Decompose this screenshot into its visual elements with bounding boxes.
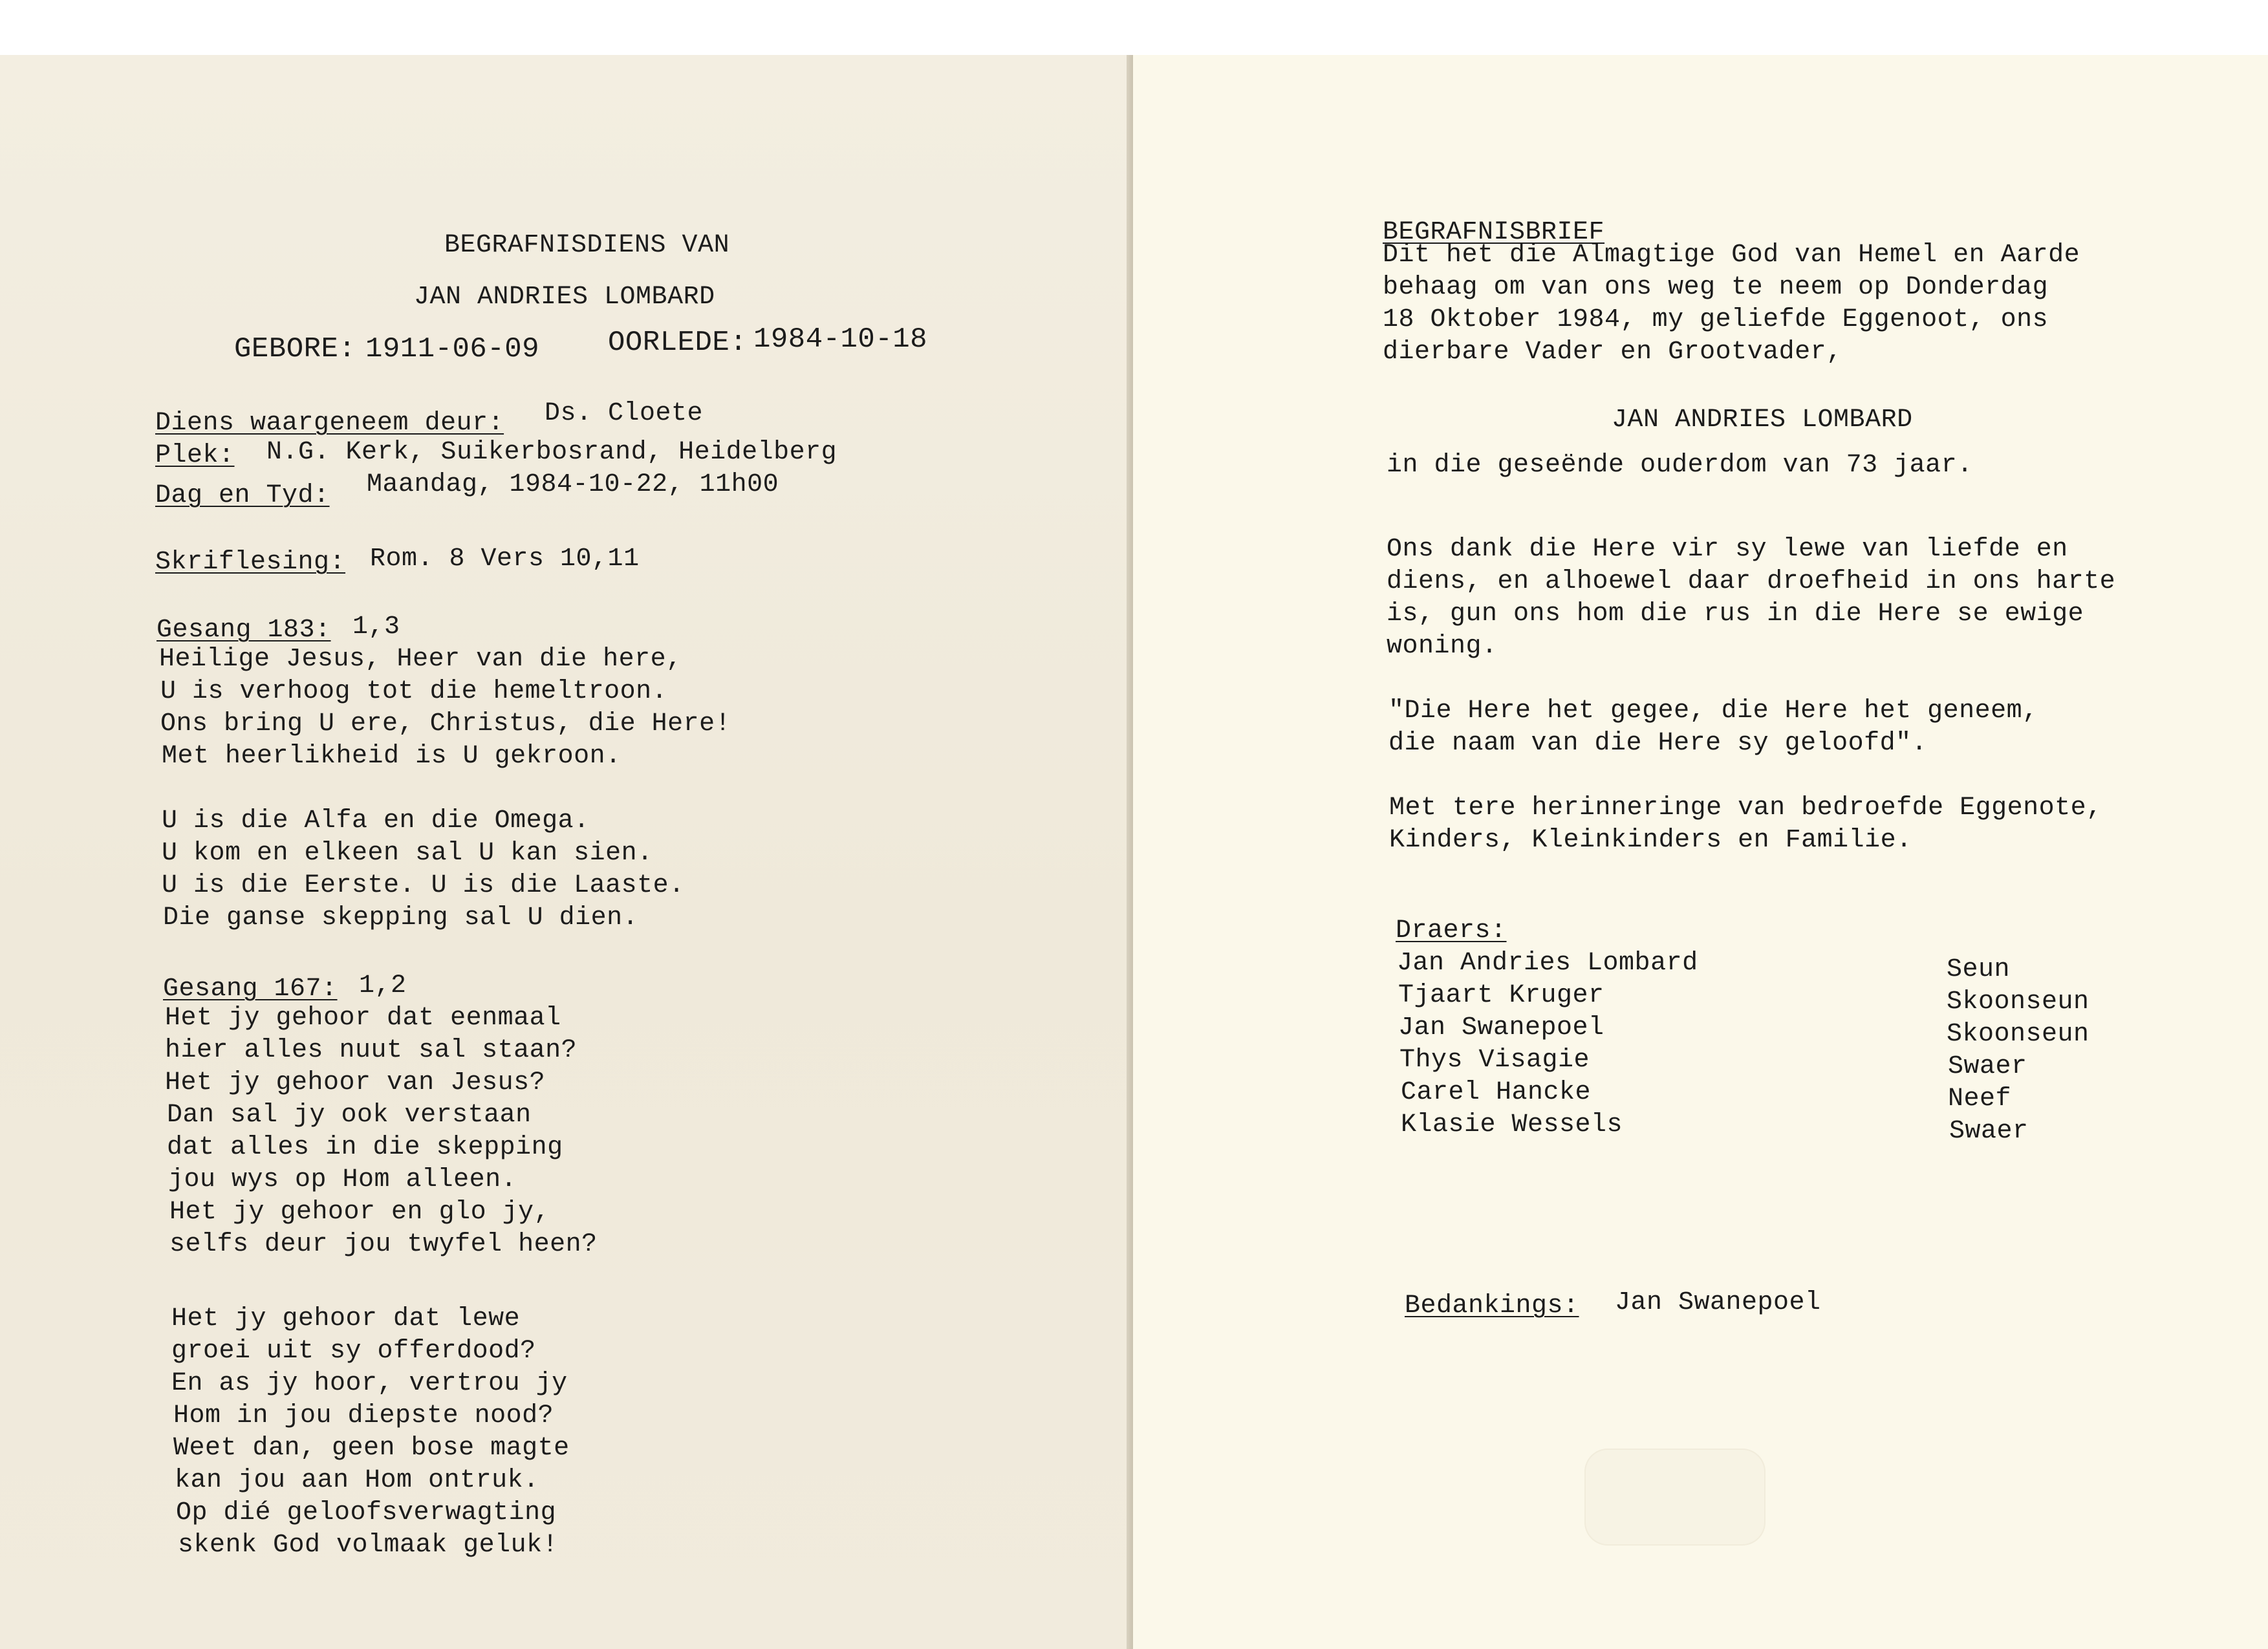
hymn2-line: selfs deur jou twyfel heen? bbox=[169, 1230, 598, 1259]
deceased-name-letter: JAN ANDRIES LOMBARD bbox=[1612, 405, 1913, 435]
bearer-name: Tjaart Kruger bbox=[1398, 981, 1604, 1010]
bearers-label: Draers: bbox=[1396, 916, 1507, 945]
hymn1-label: Gesang 183: bbox=[157, 616, 331, 645]
hymn1-line: Heilige Jesus, Heer van die here, bbox=[159, 645, 682, 674]
reading-value: Rom. 8 Vers 10,11 bbox=[370, 544, 640, 574]
reading-label: Skriflesing: bbox=[155, 548, 346, 577]
bearer-name: Jan Andries Lombard bbox=[1397, 949, 1698, 978]
intro-line: dierbare Vader en Grootvader, bbox=[1383, 338, 1842, 367]
hymn2-line: Weet dan, geen bose magte bbox=[173, 1434, 570, 1463]
hymn1-line: Met heerlikheid is U gekroon. bbox=[162, 742, 621, 771]
hymn1-line: U is die Eerste. U is die Laaste. bbox=[162, 871, 685, 900]
quote-line: "Die Here het gegee, die Here het geneem, bbox=[1388, 696, 2038, 726]
thanks-line: woning. bbox=[1387, 632, 1498, 661]
bearer-name: Thys Visagie bbox=[1399, 1046, 1590, 1075]
bearer-relation: Skoonseun bbox=[1947, 987, 2090, 1017]
place-label: Plek: bbox=[155, 441, 235, 470]
bearer-name: Jan Swanepoel bbox=[1398, 1013, 1604, 1042]
quote-line: die naam van die Here sy geloofd". bbox=[1388, 729, 1928, 758]
hymn2-line: jou wys op Hom alleen. bbox=[168, 1165, 517, 1194]
hymn2-line: Het jy gehoor van Jesus? bbox=[165, 1068, 546, 1097]
hymn2-line: Het jy gehoor dat lewe bbox=[171, 1304, 521, 1333]
hymn2-label: Gesang 167: bbox=[163, 975, 338, 1004]
memory-line: Kinders, Kleinkinders en Familie. bbox=[1389, 826, 1912, 855]
hymn1-verses: 1,3 bbox=[352, 612, 400, 641]
hymn1-line: U is die Alfa en die Omega. bbox=[162, 806, 590, 835]
hymn1-line: U is verhoog tot die hemeltroon. bbox=[160, 677, 668, 706]
hymn2-line: Op dié geloofsverwagting bbox=[176, 1498, 557, 1527]
born-label: GEBORE: bbox=[234, 333, 356, 365]
datetime-value: Maandag, 1984-10-22, 11h00 bbox=[367, 470, 779, 499]
faint-stamp bbox=[1584, 1449, 1766, 1546]
hymn1-line: Ons bring U ere, Christus, die Here! bbox=[160, 709, 731, 738]
hymn1-line: U kom en elkeen sal U kan sien. bbox=[162, 839, 653, 868]
hymn2-line: kan jou aan Hom ontruk. bbox=[175, 1466, 539, 1495]
hymn2-line: Dan sal jy ook verstaan bbox=[167, 1101, 532, 1130]
hymn2-line: Het jy gehoor dat eenmaal bbox=[165, 1004, 561, 1033]
bearer-name: Klasie Wessels bbox=[1401, 1110, 1623, 1139]
acknowledgement-label: Bedankings: bbox=[1405, 1291, 1579, 1320]
hymn2-line: hier alles nuut sal staan? bbox=[165, 1036, 578, 1065]
bearer-relation: Swaer bbox=[1948, 1052, 2027, 1081]
bearer-name: Carel Hancke bbox=[1401, 1078, 1592, 1107]
died-date: 1984-10-18 bbox=[753, 323, 928, 356]
right-page bbox=[1133, 55, 2268, 1649]
bearer-relation: Seun bbox=[1947, 955, 2011, 984]
thanks-line: diens, en alhoewel daar droefheid in ons harte bbox=[1387, 567, 2116, 596]
hymn2-verses: 1,2 bbox=[359, 971, 407, 1000]
letter-heading: BEGRAFNISBRIEF bbox=[1383, 218, 1605, 247]
intro-line: Dit het die Almagtige God van Hemel en Aarde bbox=[1383, 241, 2080, 270]
intro-line: behaag om van ons weg te neem op Donderdag bbox=[1383, 273, 2049, 302]
hymn2-line: Het jy gehoor en glo jy, bbox=[169, 1198, 550, 1227]
hymn2-line: groei uit sy offerdood? bbox=[171, 1337, 536, 1366]
bearer-relation: Neef bbox=[1948, 1084, 2012, 1114]
hymn2-line: dat alles in die skepping bbox=[167, 1133, 563, 1162]
service-title: BEGRAFNISDIENS VAN bbox=[444, 231, 730, 260]
acknowledgement-value: Jan Swanepoel bbox=[1615, 1288, 1821, 1317]
officiant-value: Ds. Cloete bbox=[545, 399, 704, 428]
deceased-name: JAN ANDRIES LOMBARD bbox=[414, 283, 715, 312]
hymn2-line: skenk God volmaak geluk! bbox=[178, 1531, 559, 1560]
intro-line: 18 Oktober 1984, my geliefde Eggenoot, ons bbox=[1383, 305, 2049, 334]
hymn2-line: Hom in jou diepste nood? bbox=[173, 1401, 554, 1430]
hymn2-line: En as jy hoor, vertrou jy bbox=[171, 1369, 568, 1398]
datetime-label: Dag en Tyd: bbox=[155, 481, 330, 510]
bearer-relation: Swaer bbox=[1949, 1117, 2029, 1146]
place-value: N.G. Kerk, Suikerbosrand, Heidelberg bbox=[266, 438, 837, 467]
thanks-line: is, gun ons hom die rus in die Here se ewige bbox=[1387, 599, 2084, 629]
officiant-label: Diens waargeneem deur: bbox=[155, 409, 504, 438]
bearer-relation: Skoonseun bbox=[1947, 1020, 2090, 1049]
thanks-line: Ons dank die Here vir sy lewe van liefde en bbox=[1387, 535, 2068, 564]
age-line: in die geseënde ouderdom van 73 jaar. bbox=[1387, 451, 1973, 480]
hymn1-line: Die ganse skepping sal U dien. bbox=[163, 903, 639, 932]
born-date: 1911-06-09 bbox=[365, 333, 540, 365]
memory-line: Met tere herinneringe van bedroefde Eggenote, bbox=[1389, 793, 2102, 823]
left-page bbox=[0, 55, 1133, 1649]
died-label: OORLEDE: bbox=[608, 327, 748, 359]
